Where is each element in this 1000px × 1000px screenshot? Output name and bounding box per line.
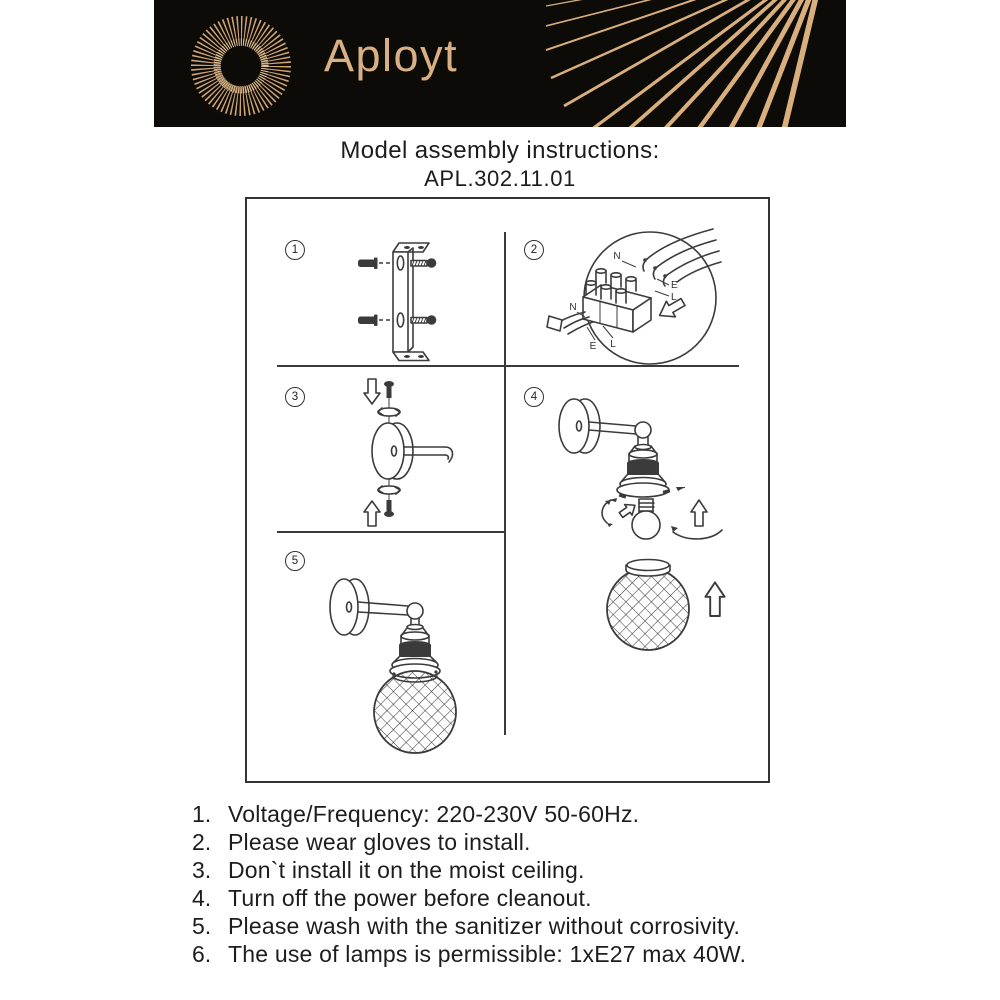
item-number: 6. xyxy=(192,941,212,967)
item-text: Turn off the power before cleanout. xyxy=(228,885,592,911)
step-4-badge: 4 xyxy=(524,387,544,407)
item-text: Don`t install it on the moist ceiling. xyxy=(228,857,585,883)
rays-decoration xyxy=(546,0,846,127)
step-5-badge: 5 xyxy=(285,551,305,571)
step-2-panel xyxy=(505,199,768,366)
brand-wordmark: Aployt xyxy=(324,30,459,81)
socket-body xyxy=(390,618,440,678)
item-text: Voltage/Frequency: 220-230V 50-60Hz. xyxy=(228,801,640,827)
item-number: 4. xyxy=(192,885,212,911)
step-2-badge: 2 xyxy=(524,240,544,260)
screw-top xyxy=(411,258,436,268)
list-item xyxy=(192,884,832,912)
wire-label-n-bottom: N xyxy=(569,302,577,313)
screw-bottom xyxy=(411,315,436,325)
step-1-panel xyxy=(247,199,505,366)
bracket-illustration xyxy=(247,199,505,366)
screw-bottom xyxy=(384,494,394,517)
step-4-panel xyxy=(505,366,768,737)
step-3-panel xyxy=(247,366,505,532)
assembled-lamp-illustration xyxy=(247,532,505,781)
step-3-badge: 3 xyxy=(285,387,305,407)
screw-top xyxy=(384,381,394,408)
arrow-up-icon xyxy=(691,500,707,526)
arrow-up-icon xyxy=(705,582,724,616)
list-item xyxy=(192,912,832,940)
assembly-diagram xyxy=(245,197,770,783)
page-title: Model assembly instructions: xyxy=(340,137,660,164)
item-text: Please wash with the sanitizer without corrosivity. xyxy=(228,913,741,939)
list-item xyxy=(192,856,832,884)
wall-anchor-top xyxy=(358,258,392,270)
incoming-wires xyxy=(643,229,721,286)
rotate-symbol-bottom xyxy=(378,486,400,494)
model-number: APL.302.11.01 xyxy=(424,166,576,191)
wire-label-e-bottom: E xyxy=(589,341,597,352)
list-item xyxy=(192,800,832,828)
lamp-mounting-illustration xyxy=(505,366,768,737)
instruction-list xyxy=(192,800,832,968)
brand-header xyxy=(154,0,846,127)
list-item xyxy=(192,940,832,968)
wire-label-e-top: E xyxy=(671,280,678,291)
list-item xyxy=(192,828,832,856)
step-5-panel xyxy=(247,532,505,781)
wall-anchor-bottom xyxy=(358,315,392,327)
item-number: 3. xyxy=(192,857,212,883)
arrow-up-icon xyxy=(364,501,380,526)
item-text: Please wear gloves to install. xyxy=(228,829,531,855)
item-number: 2. xyxy=(192,829,212,855)
bulb xyxy=(632,499,660,539)
wire-label-l-top: L xyxy=(671,292,677,303)
item-number: 1. xyxy=(192,801,212,827)
wire-label-n-top: N xyxy=(613,251,621,262)
side-screw-left xyxy=(609,493,626,502)
glass-shade xyxy=(607,558,689,650)
wiring-illustration xyxy=(505,199,768,366)
wire-label-l-bottom: L xyxy=(610,339,616,350)
rotate-arrow-left xyxy=(602,500,613,527)
rotate-arrow-right xyxy=(671,526,722,539)
item-text: The use of lamps is permissible: 1xE27 max 40W. xyxy=(228,941,747,967)
socket-body xyxy=(617,437,669,497)
sunburst-logo-icon xyxy=(187,12,295,120)
arrow-down-icon xyxy=(364,379,380,404)
step-1-badge: 1 xyxy=(285,240,305,260)
item-number: 5. xyxy=(192,913,212,939)
rotate-symbol-top xyxy=(378,408,400,416)
glass-shade xyxy=(374,671,456,753)
